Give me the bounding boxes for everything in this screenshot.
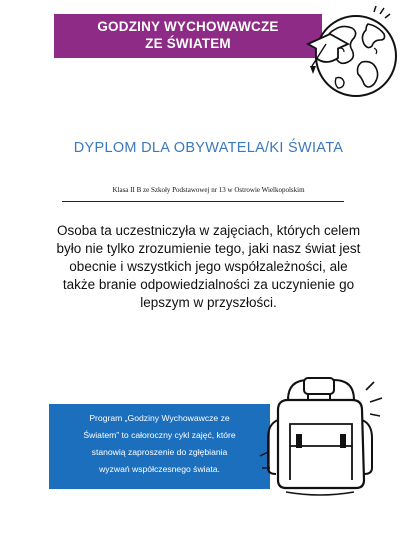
info-line: Program „Godziny Wychowawcze ze: [89, 413, 230, 423]
globe-graduation-cap-icon: [290, 4, 408, 104]
info-line: wyzwań współczesnego świata.: [99, 464, 220, 474]
body-line: Osoba ta uczestniczyła w zajęciach, których celem: [56, 223, 361, 238]
divider: [62, 201, 344, 202]
body-line: także branie odpowiedzialności za uczynienie go: [62, 277, 355, 292]
header-title-line2: ZE ŚWIATEM: [145, 36, 231, 51]
header-banner: [54, 14, 322, 58]
header-title: [54, 18, 322, 52]
body-line: obecnie i wszystkich jego współzależności, ale: [69, 259, 348, 274]
diploma-title: DYPLOM DLA OBYWATELA/KI ŚWIATA: [73, 140, 344, 156]
info-line: stanowią zaproszenie do zgłębiania: [91, 447, 228, 457]
info-line: Światem” to całoroczny cykl zajęć, które: [83, 430, 236, 440]
program-info-box: [49, 404, 270, 489]
program-info-text: [49, 410, 270, 478]
class-line: Klasa II B ze Szkoły Podstawowej nr 13 w Ostrowie Wielkopolskim: [112, 186, 305, 194]
body-line: było nie tylko zrozumienie tego, jaki nasz świat jest: [56, 241, 361, 256]
body-line: lepszym w przyszłości.: [140, 295, 277, 310]
backpack-icon: [256, 374, 388, 502]
diploma-body-text: [36, 222, 381, 312]
header-title-line1: GODZINY WYCHOWAWCZE: [97, 19, 279, 34]
